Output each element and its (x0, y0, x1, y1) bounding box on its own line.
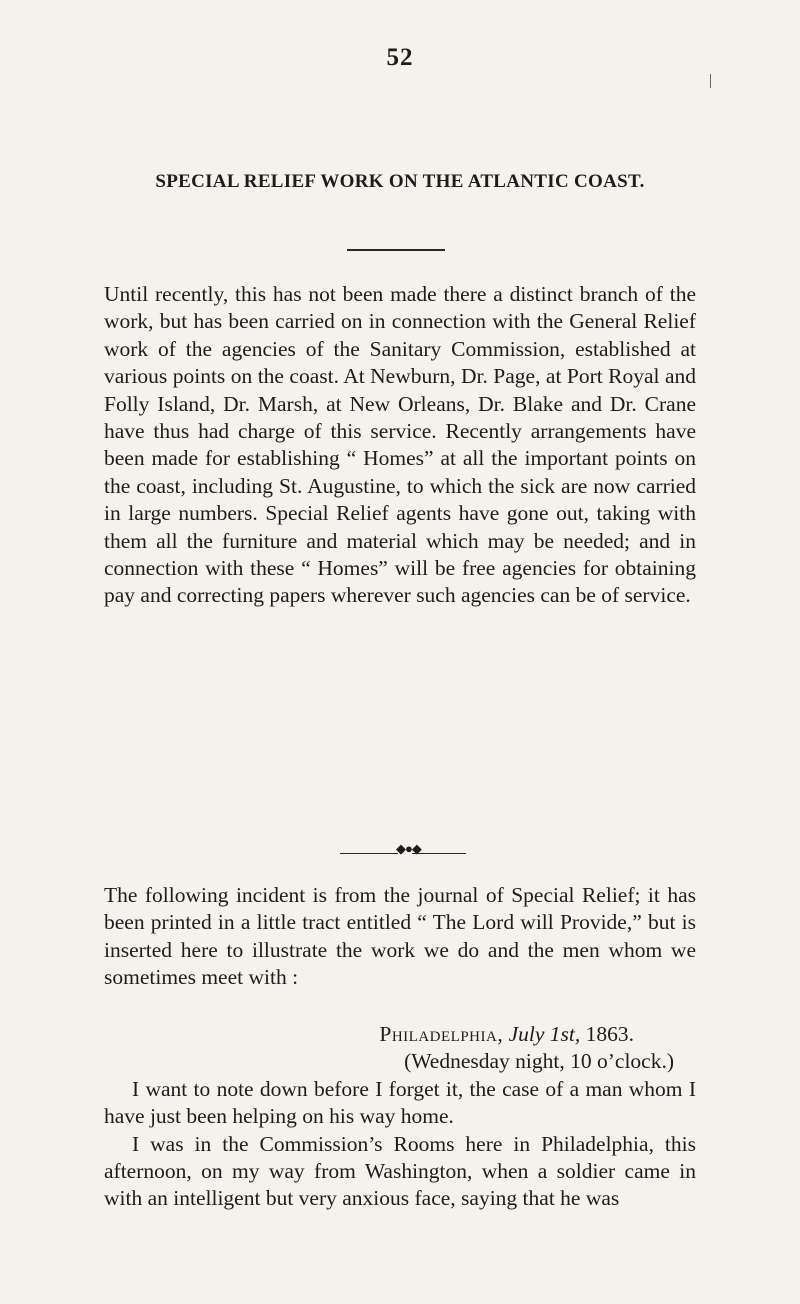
journal-paragraph-1: I want to note down before I forget it, the case of a man whom I have just been helping on his way home. (104, 1076, 696, 1129)
divider-line-right (412, 853, 466, 854)
page-edge-mark (710, 74, 711, 88)
journal-place: Philadelphia, (379, 1022, 504, 1046)
section1-body (104, 281, 696, 610)
journal-dateline (104, 1021, 696, 1048)
page-number: 52 (386, 44, 414, 71)
divider-line-left (340, 853, 398, 854)
section-heading: SPECIAL RELIEF WORK ON THE ATLANTIC COAST. (155, 171, 645, 192)
journal-paragraph-2: I was in the Commission’s Rooms here in Philadelphia, this afternoon, on my way from Washington, when a soldier came in with an intelligent but very anxious face, saying that he was (104, 1131, 696, 1211)
journal-year: 1863. (585, 1022, 634, 1046)
section2-intro-paragraph: The following incident is from the journal of Special Relief; it has been printed in a little tract entitled “ The Lord will Provide,” but is inserted here to illustrate the work we do and the men whom we sometimes meet with : (104, 883, 696, 990)
heading-rule (347, 249, 445, 251)
divider-dots: ◆●◆ (396, 841, 421, 856)
section-divider-ornament (340, 841, 470, 858)
journal-entry (104, 1021, 696, 1213)
section2-body (104, 882, 696, 992)
journal-date: July 1st, (508, 1022, 581, 1046)
section1-paragraph: Until recently, this has not been made there a distinct branch of the work, but has been carried on in connection with the General Relief work of the agencies of the Sanitary Commission, established at various points on the coast. At Newburn, Dr. Page, at Port Royal and Folly Island, Dr. Marsh, at New Orleans, Dr. Blake and Dr. Crane have thus had charge of this service. Recently arrangements have been made for establishing “ Homes” at all the important points on the coast, including St. Augustine, to which the sick are now carried in large numbers. Special Relief agents have gone out, taking with them all the furniture and material which may be needed; and in connection with these “ Homes” will be free agencies for obtaining pay and correcting papers wherever such agencies can be of service. (104, 282, 696, 608)
journal-time: (Wednesday night, 10 o’clock.) (404, 1049, 674, 1074)
